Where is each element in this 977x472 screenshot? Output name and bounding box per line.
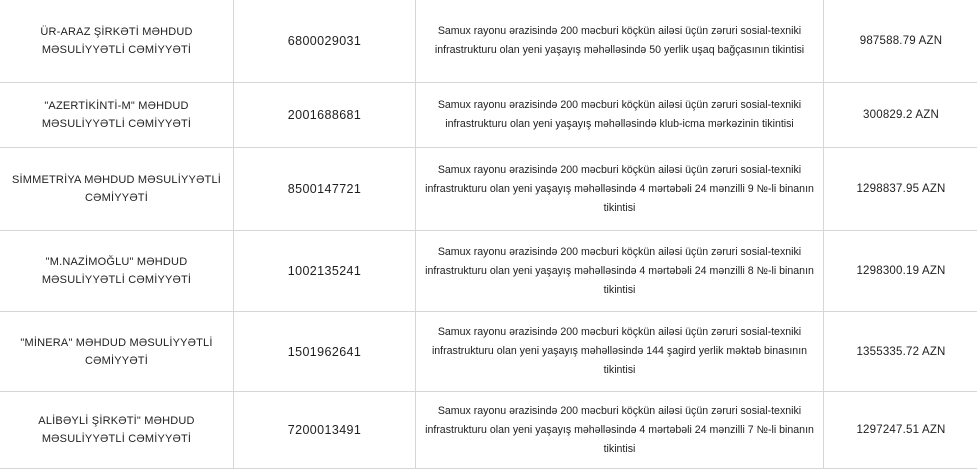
contract-amount-cell: 1297247.51 AZN: [824, 392, 977, 469]
table-row: [0, 312, 977, 392]
tax-id-cell: 7200013491: [234, 392, 416, 469]
contract-amount-cell: 300829.2 AZN: [824, 83, 977, 148]
company-name-cell: ALİBƏYLİ ŞİRKƏTİ" MƏHDUD MƏSULİYYƏTLİ CƏMİYYƏTİ: [0, 392, 234, 469]
contract-amount-cell: 1298300.19 AZN: [824, 231, 977, 312]
tax-id-cell: 8500147721: [234, 148, 416, 231]
project-description-cell: Samux rayonu ərazisində 200 məcburi köçkün ailəsi üçün zəruri sosial-texniki infrastrukturu olan yeni yaşayış məhəlləsində 4 mərtəbəli 24 mənzilli 8 №-li binanın tikintisi: [416, 231, 824, 312]
project-description-cell: Samux rayonu ərazisində 200 məcburi köçkün ailəsi üçün zəruri sosial-texniki infrastrukturu olan yeni yaşayış məhəlləsində 144 şagird yerlik məktəb binasının tikintisi: [416, 312, 824, 392]
project-description-cell: Samux rayonu ərazisində 200 məcburi köçkün ailəsi üçün zəruri sosial-texniki infrastrukturu olan yeni yaşayış məhəlləsində 4 mərtəbəli 24 mənzilli 9 №-li binanın tikintisi: [416, 148, 824, 231]
tax-id-cell: 1002135241: [234, 231, 416, 312]
tax-id-cell: 1501962641: [234, 312, 416, 392]
company-name-cell: ÜR-ARAZ ŞİRKƏTİ MƏHDUD MƏSULİYYƏTLİ CƏMİYYƏTİ: [0, 0, 234, 83]
contract-amount-cell: 987588.79 AZN: [824, 0, 977, 83]
contract-amount-cell: 1298837.95 AZN: [824, 148, 977, 231]
company-name-cell: "AZERTİKİNTİ-M" MƏHDUD MƏSULİYYƏTLİ CƏMİYYƏTİ: [0, 83, 234, 148]
table-row: [0, 0, 977, 83]
contract-amount-cell: 1355335.72 AZN: [824, 312, 977, 392]
tax-id-cell: 6800029031: [234, 0, 416, 83]
company-name-cell: SİMMETRİYA MƏHDUD MƏSULİYYƏTLİ CƏMİYYƏTİ: [0, 148, 234, 231]
project-description-cell: Samux rayonu ərazisində 200 məcburi köçkün ailəsi üçün zəruri sosial-texniki infrastrukturu olan yeni yaşayış məhəlləsində 50 yerlik uşaq bağçasının tikintisi: [416, 0, 824, 83]
company-name-cell: "MİNERA" MƏHDUD MƏSULİYYƏTLİ CƏMİYYƏTİ: [0, 312, 234, 392]
table-row: [0, 392, 977, 469]
project-description-cell: Samux rayonu ərazisində 200 məcburi köçkün ailəsi üçün zəruri sosial-texniki infrastrukturu olan yeni yaşayış məhəlləsində 4 mərtəbəli 24 mənzilli 7 №-li binanın tikintisi: [416, 392, 824, 469]
table-row: [0, 231, 977, 312]
company-name-cell: "M.NAZİMOĞLU" MƏHDUD MƏSULİYYƏTLİ CƏMİYYƏTİ: [0, 231, 234, 312]
table-row: [0, 148, 977, 231]
project-description-cell: Samux rayonu ərazisində 200 məcburi köçkün ailəsi üçün zəruri sosial-texniki infrastrukturu olan yeni yaşayış məhəlləsində klub-icma mərkəzinin tikintisi: [416, 83, 824, 148]
table-row: [0, 83, 977, 148]
tax-id-cell: 2001688681: [234, 83, 416, 148]
